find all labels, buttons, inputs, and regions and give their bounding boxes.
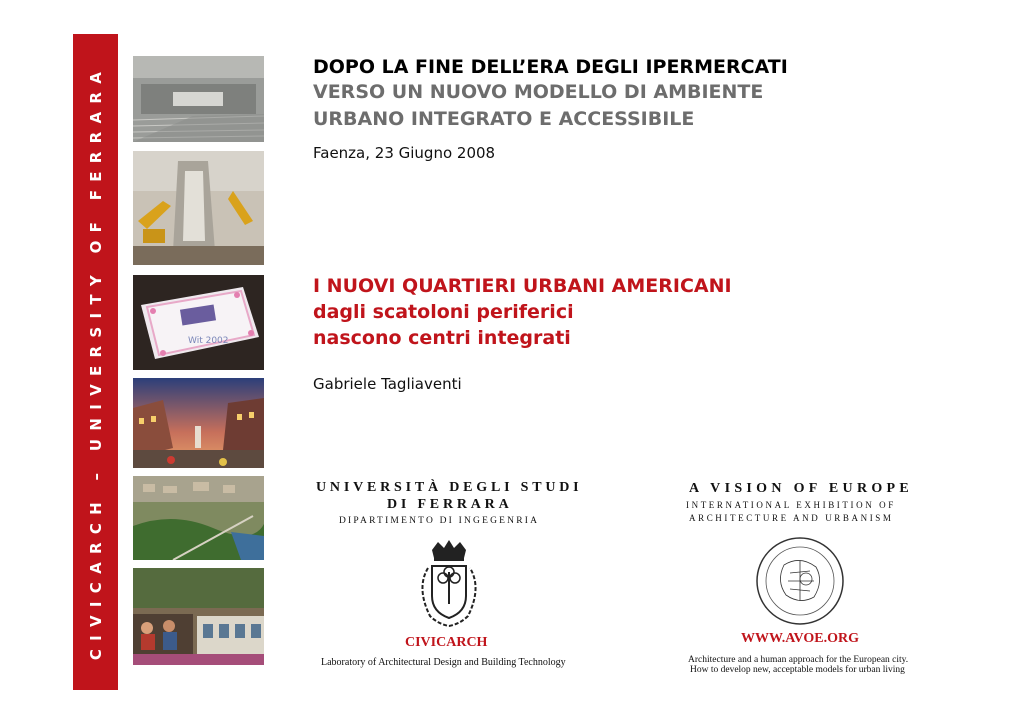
university-crest-icon	[408, 538, 490, 630]
university-city: DI FERRARA	[387, 497, 513, 512]
avoe-description-line2: How to develop new, acceptable models for urban living	[690, 665, 905, 675]
aerial-neighborhood-photo	[133, 476, 264, 560]
talk-title-line3: nascono centri integrati	[313, 327, 571, 349]
avoe-subtitle-line2: ARCHITECTURE AND URBANISM	[689, 513, 894, 523]
talk-title-line1: I NUOVI QUARTIERI URBANI AMERICANI	[313, 275, 732, 297]
department-name: DIPARTIMENTO DI INGEGENRIA	[339, 516, 540, 526]
side-band-text: CIVICARCH – UNIVERSITY OF FERRARA	[86, 63, 105, 661]
event-subtitle-line1: VERSO UN NUOVO MODELLO DI AMBIENTE	[313, 81, 764, 103]
event-title: DOPO LA FINE DELL’ERA DEGLI IPERMERCATI	[313, 56, 788, 78]
event-date: Faenza, 23 Giugno 2008	[313, 144, 496, 162]
side-band	[73, 34, 118, 690]
avoe-description-line1: Architecture and a human approach for the European city.	[688, 655, 909, 665]
street-cafe-photo	[133, 568, 264, 665]
svg-text:Wit 2002: Wit 2002	[188, 336, 229, 346]
aerial-parking-lot-photo	[133, 56, 264, 142]
avoe-title: A VISION OF EUROPE	[689, 481, 914, 496]
avoe-website-link[interactable]: WWW.AVOE.ORG	[741, 631, 859, 646]
lab-name: CIVICARCH	[405, 635, 488, 650]
mall-demolition-photo	[133, 151, 264, 265]
author-name: Gabriele Tagliaventi	[313, 375, 462, 393]
talk-title-line2: dagli scatoloni periferici	[313, 301, 574, 323]
celebration-cake-photo	[133, 275, 264, 370]
event-subtitle-line2: URBANO INTEGRATO E ACCESSIBILE	[313, 108, 695, 130]
town-square-rendering-photo	[133, 378, 264, 468]
university-name: UNIVERSITÀ DEGLI STUDI	[316, 480, 583, 495]
lab-description: Laboratory of Architectural Design and Building Technology	[321, 657, 566, 668]
avoe-subtitle-line1: INTERNATIONAL EXHIBITION OF	[686, 500, 896, 510]
avoe-seal-icon	[754, 535, 846, 627]
